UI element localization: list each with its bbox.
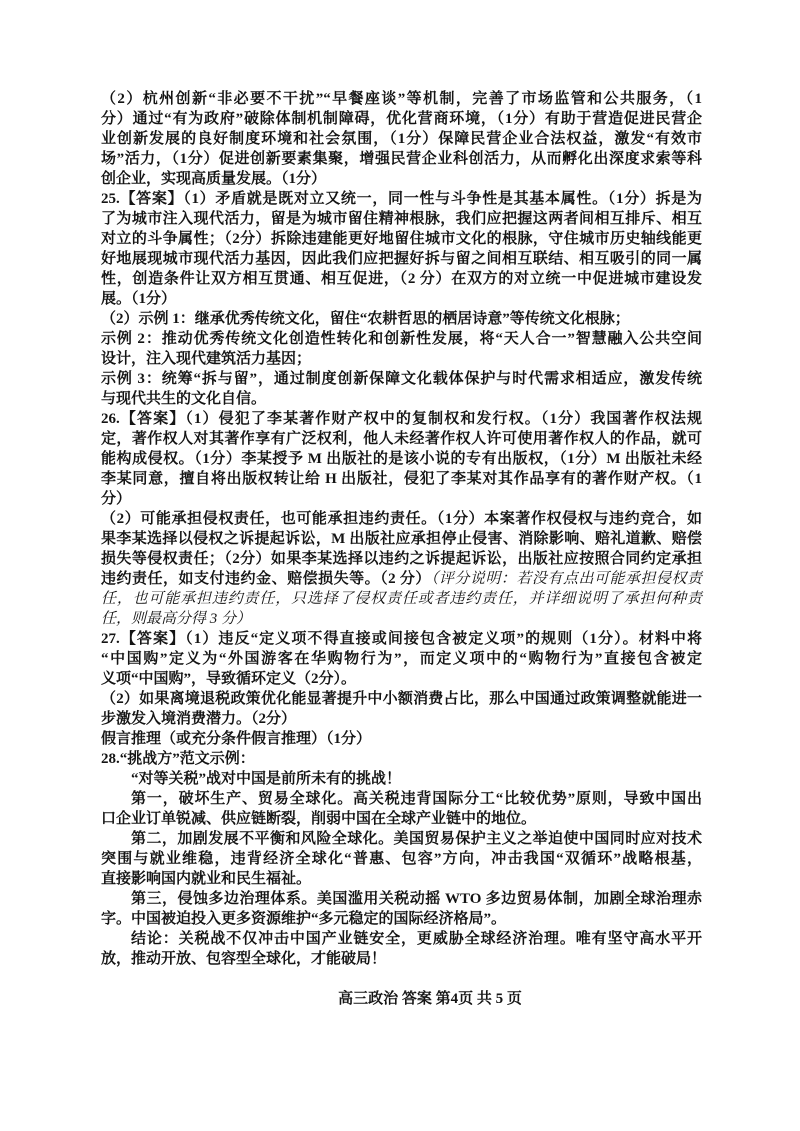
answer-text	[101, 89, 702, 969]
answer-text-segment: 假言推理（或充分条件假言推理）（1分）	[101, 731, 372, 747]
text-line	[101, 429, 702, 449]
text-line	[101, 129, 702, 149]
text-line	[101, 149, 702, 169]
text-line	[101, 269, 702, 289]
text-line	[101, 789, 702, 809]
text-line	[101, 829, 702, 849]
answer-text-segment: 对立的斗争属性；（2分）拆除违建能更好地留住城市文化的根脉，守住城市历史轴线能更	[101, 231, 702, 247]
answer-text-segment: 创企业，实现高质量发展。（1分）	[101, 171, 327, 187]
answer-text-segment: 设计，注入现代建筑活力基因；	[101, 351, 312, 367]
text-line	[101, 909, 702, 929]
answer-text-segment: 场”活力，（1分）促进创新要素集聚，增强民营企业科创活力，从而孵化出深度求索等科	[101, 151, 702, 167]
answer-text-segment: 示例 3：统筹“拆与留”，通过制度创新保障文化载体保护与时代需求相适应，激发传统	[101, 371, 702, 387]
answer-text-segment: 第三，侵蚀多边治理体系。美国滥用关税动摇 WTO 多边贸易体制，加剧全球治理赤	[131, 891, 702, 907]
answer-text-segment: 定，著作权人对其著作享有广泛权利，他人未经著作权人许可使用著作权人的作品，就可	[101, 431, 702, 447]
answer-text-segment: 第二，加剧发展不平衡和风险全球化。美国贸易保护主义之举迫使中国同时应对技术	[131, 831, 702, 847]
text-line	[101, 889, 702, 909]
answer-text-segment: 口企业订单锐减、供应链断裂，削弱中国在全球产业链中的地位。	[101, 811, 537, 827]
answer-text-segment: 27.【答案】（1）违反“定义项不得直接或间接包含被定义项”的规则（1分）。材料中将	[101, 631, 702, 647]
text-line	[101, 769, 702, 789]
answer-text-segment: 损失等侵权责任；（2分）如果李某选择以违约之诉提起诉讼，出版社应按照合同约定承担	[101, 551, 702, 567]
text-line	[101, 729, 702, 749]
text-line	[101, 569, 702, 589]
grading-note-text: （评分说明：若没有点出可能承担侵权责	[430, 571, 702, 587]
answer-text-segment: “对等关税”战对中国是前所未有的挑战！	[131, 771, 402, 787]
answer-text-segment: 义项“中国购”，导致循环定义（2分）。	[101, 671, 357, 687]
answer-text-segment: 25.【答案】（1）矛盾就是既对立又统一，同一性与斗争性是其基本属性。（1分）拆是为	[101, 191, 702, 207]
text-line	[101, 869, 702, 889]
text-line	[101, 409, 702, 429]
answer-text-segment: 业创新发展的良好制度环境和社会氛围，（1分）保障民营企业合法权益，激发“有效市	[101, 131, 702, 147]
answer-text-segment: 步激发入境消费潜力。（2分）	[101, 711, 297, 727]
text-line	[101, 669, 702, 689]
text-line	[101, 629, 702, 649]
text-line	[101, 929, 702, 949]
text-line	[101, 689, 702, 709]
answer-text-segment: 与现代共生的文化自信。	[101, 391, 267, 407]
answer-text-segment: （2）如果离境退税政策优化能显著提升中小额消费占比，那么中国通过政策调整就能进一	[101, 691, 702, 707]
text-line	[101, 529, 702, 549]
text-line	[101, 949, 702, 969]
text-line	[101, 189, 702, 209]
answer-text-segment: 字。中国被迫投入更多资源维护“多元稳定的国际经济格局”。	[101, 911, 507, 927]
text-line	[101, 809, 702, 829]
text-line	[101, 469, 702, 489]
text-line	[101, 109, 702, 129]
answer-text-segment: 分）	[101, 491, 132, 507]
answer-text-segment: 能构成侵权。（1分）李某授予 M 出版社的是该小说的专有出版权，（1分）M 出版社未经	[101, 451, 702, 467]
answer-text-segment: 果李某选择以侵权之诉提起诉讼，M 出版社应承担停止侵害、消除影响、赔礼道歉、赔偿	[101, 531, 702, 547]
answer-text-segment: 突围与就业维稳，违背经济全球化“普惠、包容”方向，冲击我国“双循环”战略根基，	[101, 851, 702, 867]
text-line	[101, 849, 702, 869]
text-line	[101, 289, 702, 309]
text-line	[101, 589, 702, 609]
answer-text-segment: 26.【答案】（1）侵犯了李某著作财产权中的复制权和发行权。（1分）我国著作权法规	[101, 411, 702, 427]
page-footer: 高三政治 答案 第4页 共 5 页	[338, 991, 522, 1007]
text-line	[101, 229, 702, 249]
text-line	[101, 309, 702, 329]
text-line	[101, 449, 702, 469]
answer-text-segment: 违约责任，如支付违约金、赔偿损失等。（2 分）	[101, 571, 431, 587]
answer-text-segment: “中国购”定义为“外国游客在华购物行为”，而定义项中的“购物行为”直接包含被定	[101, 651, 702, 667]
answer-text-segment: 李某同意，擅自将出版权转让给 H 出版社，侵犯了李某对其作品享有的著作财产权。（1	[101, 471, 702, 487]
text-line	[101, 609, 702, 629]
answer-text-segment: 结论：关税战不仅冲击中国产业链安全，更威胁全球经济治理。唯有坚守高水平开	[131, 931, 702, 947]
text-line	[101, 649, 702, 669]
answer-text-segment: 好地展现城市现代活力基因，因此我们应把握好拆与留之间相互联结、相互吸引的同一属	[101, 251, 702, 267]
answer-text-segment: 示例 2：推动优秀传统文化创造性转化和创新性发展，将“天人合一”智慧融入公共空间	[101, 331, 702, 347]
text-line	[101, 749, 702, 769]
answer-text-segment: 分）通过“有为政府”破除体制机制障碍，优化营商环境，（1分）有助于营造促进民营企	[101, 111, 702, 127]
text-line	[101, 249, 702, 269]
text-line	[101, 389, 702, 409]
answer-text-segment: （2）示例 1：继承优秀传统文化，留住“农耕哲思的栖居诗意”等传统文化根脉；	[101, 311, 630, 327]
grading-note-text: 任，也可能承担违约责任，只选择了侵权责任或者违约责任，并详细说明了承担何种责	[101, 591, 702, 607]
text-line	[101, 369, 702, 389]
text-line	[101, 549, 702, 569]
answer-text-segment: 放，推动开放、包容型全球化，才能破局！	[101, 951, 387, 967]
text-line	[101, 209, 702, 229]
text-line	[101, 709, 702, 729]
answer-text-segment: （2）杭州创新“非必要不干扰”“早餐座谈”等机制，完善了市场监管和公共服务，（1	[101, 91, 702, 107]
text-line	[101, 169, 702, 189]
text-line	[101, 509, 702, 529]
text-line	[101, 329, 702, 349]
grading-note-text: 任，则最高分得 3 分）	[101, 611, 252, 627]
answer-text-segment: 了为城市注入现代活力，留是为城市留住精神根脉，我们应把握这两者间相互排斥、相互	[101, 211, 702, 227]
text-line	[101, 89, 702, 109]
text-line	[101, 489, 702, 509]
text-line	[101, 349, 702, 369]
answer-text-segment: 第一，破坏生产、贸易全球化。高关税违背国际分工“比较优势”原则，导致中国出	[131, 791, 702, 807]
answer-text-segment: 28.“挑战方”范文示例：	[101, 751, 255, 767]
answer-text-segment: （2）可能承担侵权责任，也可能承担违约责任。（1分）本案著作权侵权与违约竞合，如	[101, 511, 702, 527]
answer-text-segment: 性，创造条件让双方相互贯通、相互促进，（2 分）在双方的对立统一中促进城市建设发	[101, 271, 702, 287]
answer-text-segment: 直接影响国内就业和民生福祉。	[101, 871, 312, 887]
answer-text-segment: 展。（1分）	[101, 291, 177, 307]
